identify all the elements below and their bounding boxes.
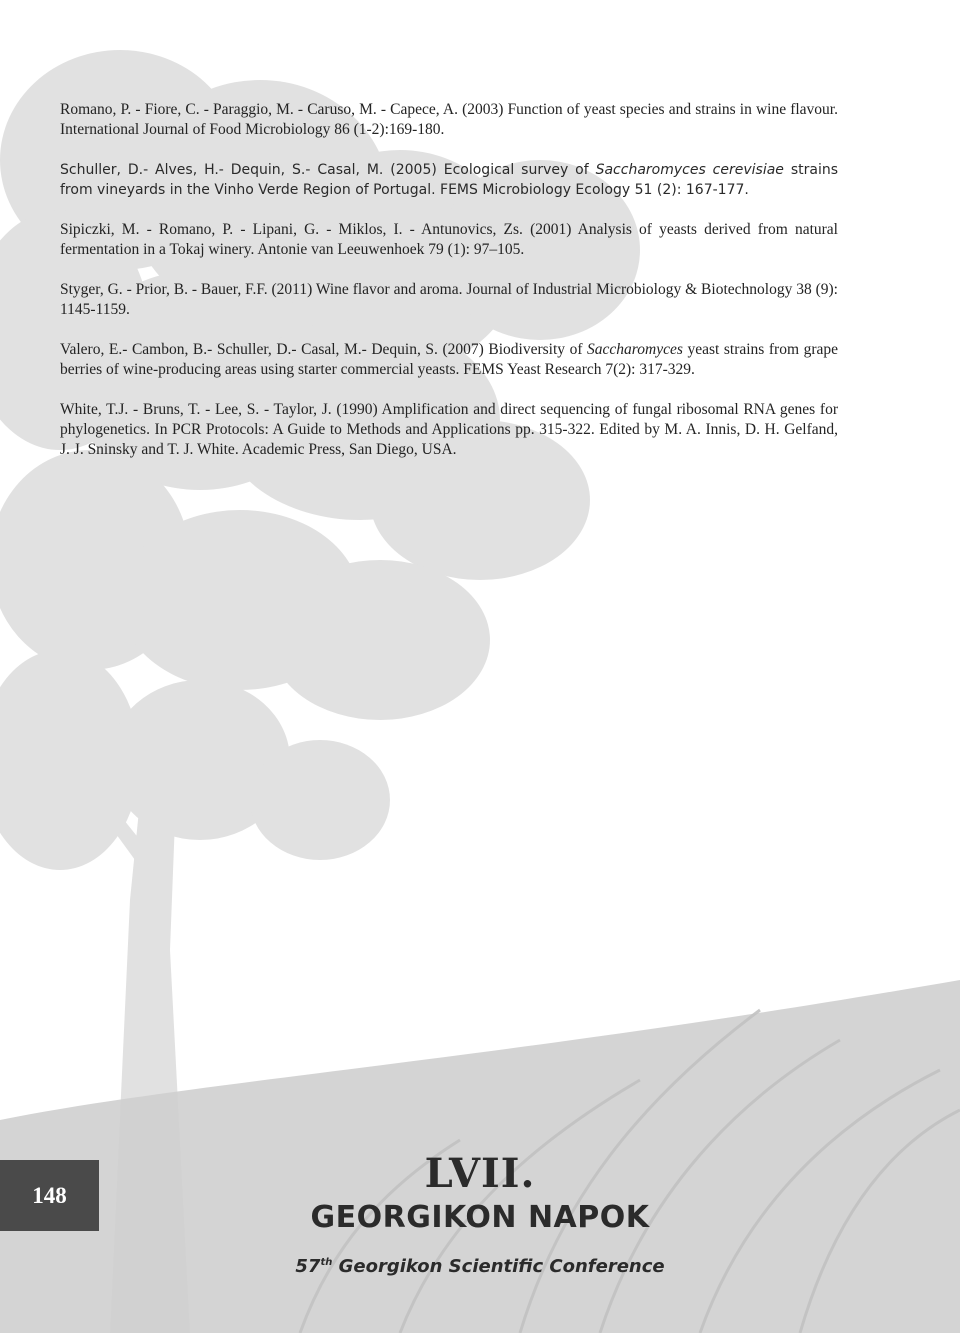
reference-entry [60, 400, 838, 460]
page-number-box [0, 1160, 99, 1231]
page-number: 148 [32, 1182, 67, 1208]
reference-entry [60, 220, 838, 260]
reference-entry [60, 340, 838, 380]
reference-italic-text: Saccharomyces cerevisiae [595, 162, 784, 178]
reference-text: Styger, G. - Prior, B. - Bauer, F.F. (2011) Wine flavor and aroma. Journal of Industrial Microbiology & Biotechnology 38 (9): 1145-1159. [60, 281, 838, 318]
reference-text: Valero, E.- Cambon, B.- Schuller, D.- Casal, M.- Dequin, S. (2007) Biodiversity of [60, 341, 588, 358]
reference-text: Romano, P. - Fiore, C. - Paraggio, M. - Caruso, M. - Capece, A. (2003) Function of yeast species and strains in wine flavour. International Journal of Food Microbiology 86 (1-2):169-180. [60, 101, 838, 138]
reference-entry [60, 100, 838, 140]
reference-italic-text: Saccharomyces [587, 341, 683, 358]
conference-name: GEORGIKON NAPOK [310, 1200, 650, 1235]
reference-entry [60, 280, 838, 320]
reference-text: Sipiczki, M. - Romano, P. - Lipani, G. - Miklos, I. - Antunovics, Zs. (2001) Analysis of yeasts derived from natural fermentation in a Tokaj winery. Antonie van Leeuwenhoek 79 (1): 97–105. [60, 221, 838, 258]
reference-text: strains from vineyards in the Vinho Verde Region of Portugal. FEMS Microbiology Ecology 51 (2): 167-177. [60, 162, 838, 198]
conference-roman-numeral: LVII. [424, 1150, 536, 1197]
conference-ordinal-number: 57 [295, 1256, 321, 1277]
reference-text: yeast strains from grape berries of wine-producing areas using starter commercial yeasts. FEMS Yeast Research 7(2): 317-329. [60, 341, 838, 378]
conference-subtitle [250, 1256, 710, 1277]
conference-subtitle-text: Georgikon Scientific Conference [332, 1256, 665, 1277]
reference-text: White, T.J. - Bruns, T. - Lee, S. - Taylor, J. (1990) Amplification and direct sequencing of fungal ribosomal RNA genes for phylogenetics. In PCR Protocols: A Guide to Methods and Applications pp. 315-322. Edited by M. A. Innis, D. H. Gelfand, J. J. Sninsky and T. J. White. Academic Press, San Diego, USA. [60, 401, 838, 458]
reference-list [60, 100, 838, 480]
reference-entry [60, 160, 838, 200]
reference-text: Schuller, D.- Alves, H.- Dequin, S.- Casal, M. (2005) Ecological survey of [60, 162, 596, 178]
conference-ordinal-suffix: th [320, 1257, 333, 1268]
